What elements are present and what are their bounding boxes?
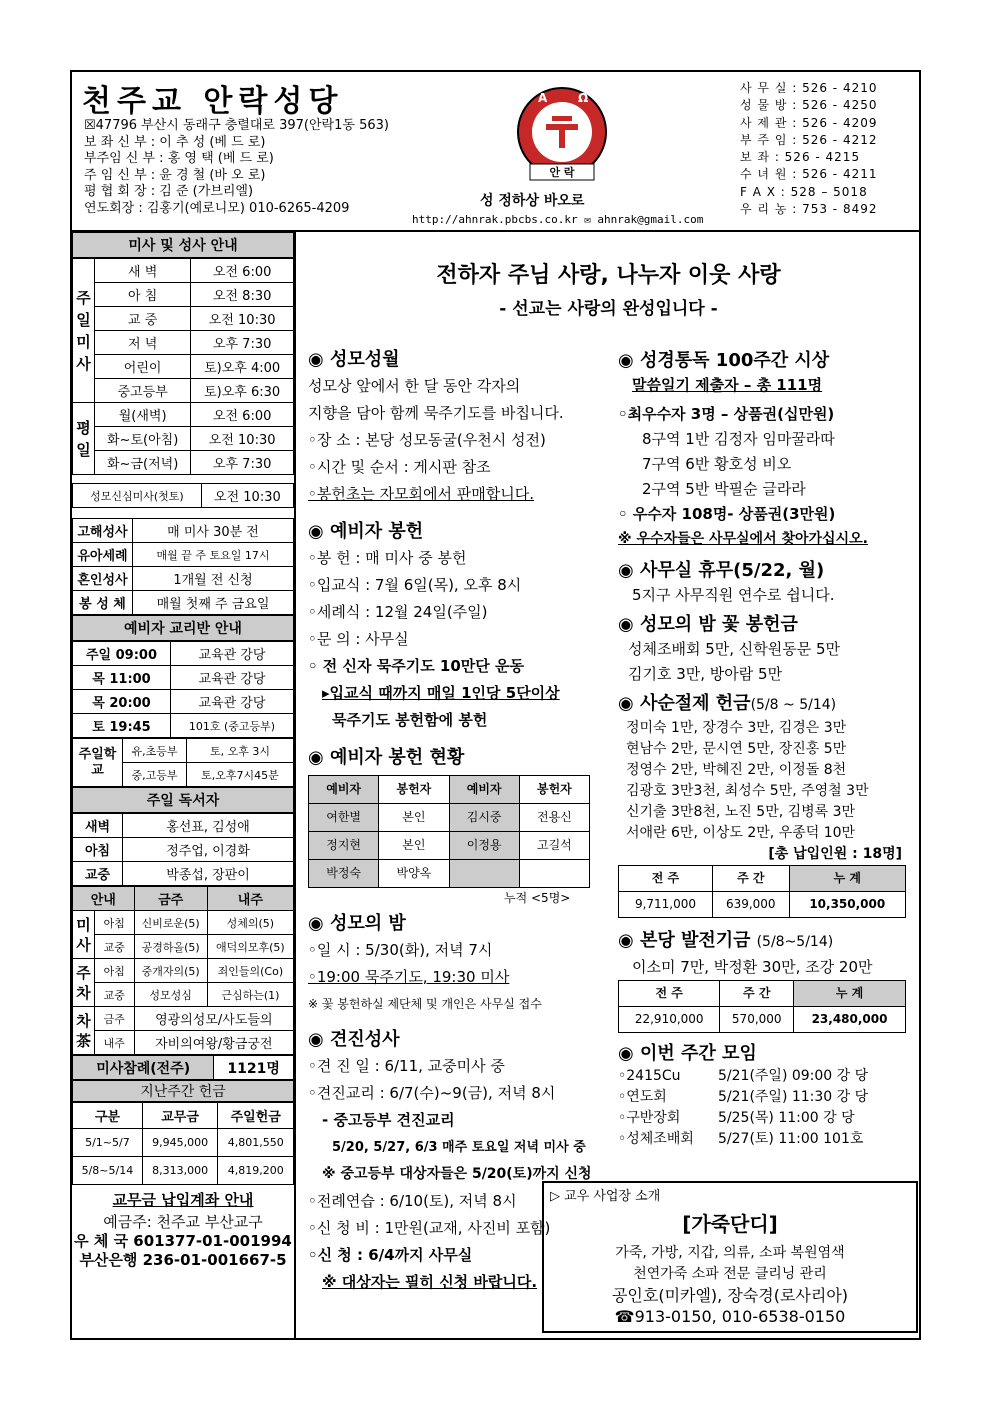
text-line: ※ 대상자는 필히 신청 바랍니다.	[322, 1273, 538, 1291]
offering-title: 지난주간 헌금	[72, 1080, 294, 1102]
ad-line: 공인호(미카엘), 장숙경(로사리아)	[611, 1286, 849, 1305]
section-title: ◉ 예비자 봉헌	[308, 521, 424, 542]
sacrament-info: 1개월 전 신청	[133, 567, 294, 591]
offering-period: 5/1~5/7	[73, 1129, 143, 1157]
text-line: ◦신 청 : 6/4까지 사무실	[308, 1246, 473, 1264]
lent-total-table	[618, 865, 906, 918]
status-header: 봉헌자	[379, 776, 449, 804]
sacrament-name: 유아세례	[73, 543, 133, 567]
main-right-column	[618, 342, 914, 1150]
guide-slot: 아침	[95, 959, 135, 983]
total-header: 전 주	[619, 981, 720, 1007]
mass-name: 화~토(아침)	[95, 427, 191, 451]
status-cell: 여한별	[309, 804, 379, 832]
patron-saint: 성 정하상 바오로	[480, 193, 585, 209]
guide-this-week: 공경하올(5)	[134, 935, 207, 959]
class-time: 주일 09:00	[73, 642, 171, 666]
heart-mass-table	[72, 483, 294, 508]
fund-total-table	[618, 980, 906, 1033]
school-label: 주일학교	[73, 739, 123, 787]
catechism-title: 예비자 교리반 안내	[72, 615, 294, 641]
lent-donors	[618, 718, 914, 865]
text-line: ◦견진교리 : 6/7(수)~9(금), 저녁 8시	[308, 1084, 556, 1102]
status-cell: 이정용	[449, 832, 519, 860]
text-line: 서애란 6만, 이상도 2만, 우종덕 10만	[626, 825, 856, 841]
offering-header: 교무금	[142, 1103, 218, 1129]
text-line: ※ 중고등부 대상자들은 5/20(토)까지 신청	[322, 1166, 592, 1182]
phone-line: 사 제 관 : 526 - 4209	[740, 115, 878, 130]
text-line: ◦입교식 : 7월 6일(목), 오후 8시	[308, 576, 522, 594]
attendance-table	[72, 1055, 294, 1080]
sunday-label: 주일미사	[73, 259, 95, 403]
text-line: ◦ 우수자 108명- 상품권(3만원)	[618, 505, 836, 523]
section-title: ◉ 견진성사	[308, 1029, 400, 1050]
church-title: 천주교 안락성당	[82, 84, 344, 119]
meeting-time: 5/21(주일) 09:00 강 당	[718, 1068, 869, 1084]
meeting-time: 5/27(토) 11:00 101호	[718, 1131, 864, 1147]
status-note: 누적 <5명>	[504, 891, 571, 905]
text-line: 김광호 3만3천, 최성수 5만, 주영철 3만	[626, 783, 869, 799]
account-line: 우 체 국 601377-01-001994	[74, 1232, 292, 1250]
attendance-label: 미사참례(전주)	[73, 1056, 214, 1080]
church-logo-icon	[508, 80, 616, 188]
mass-time: 오후 7:30	[191, 331, 294, 355]
total-header: 누 계	[794, 981, 906, 1007]
sunday-school-table	[72, 738, 294, 787]
section-title: ◉ 성모의 밤	[308, 913, 406, 934]
sacrament-info: 매월 끝 주 토요일 17시	[133, 543, 294, 567]
text-line: ◦ 전 신자 묵주기도 10만단 운동	[308, 657, 524, 675]
sunday-mass-table	[72, 258, 294, 475]
status-header: 예비자	[449, 776, 519, 804]
address-line: 연도회장 : 김홍기(예로니모) 010-6265-4209	[84, 200, 350, 216]
text-line: ◦최우수자 3명 – 상품권(십만원)	[618, 405, 835, 423]
address-line: 평 협 회 장 : 김 준 (가브리엘)	[84, 184, 254, 199]
class-time: 토 19:45	[73, 714, 171, 738]
class-place: 교육관 강당	[171, 642, 294, 666]
section-title: ◉ 본당 발전기금	[618, 930, 751, 951]
text-line: ◦시간 및 순서 : 게시판 참조	[308, 458, 491, 476]
text-line: ※ 꽃 봉헌하실 제단체 및 개인은 사무실 접수	[308, 997, 542, 1011]
mass-time: 오전 6:00	[191, 259, 294, 283]
address-line: 보 좌 신 부 : 이 추 성 (베 드 로)	[84, 134, 266, 150]
address-line: 부주임 신 부 : 홍 영 택 (베 드 로)	[84, 151, 274, 166]
meeting-name: ◦2415Cu	[618, 1068, 681, 1084]
account-title: 교무금 납입계좌 안내	[112, 1191, 254, 1209]
reader-mass: 교중	[73, 862, 123, 886]
text-line: ◦전례연습 : 6/10(토), 저녁 8시	[308, 1192, 517, 1210]
class-place: 101호 (중고등부)	[171, 714, 294, 738]
text-line: 현남수 2만, 문시연 5만, 장진홍 5만	[626, 741, 847, 757]
account-info	[72, 1213, 294, 1270]
text-line: 5/20, 5/27, 6/3 매주 토요일 저녁 미사 중	[332, 1140, 586, 1155]
total-header: 주 간	[712, 866, 789, 892]
status-cell: 박양옥	[379, 860, 449, 888]
sacrament-name: 혼인성사	[73, 567, 133, 591]
offering-dues: 8,313,000	[142, 1157, 218, 1185]
offering-table	[72, 1102, 294, 1185]
mass-time: 오전 10:30	[201, 484, 293, 508]
logo-text: 안 락	[549, 166, 575, 179]
guide-header: 안내	[73, 887, 135, 911]
text-line: ◦일 시 : 5/30(화), 저녁 7시	[308, 941, 493, 959]
guide-this-week: 신비로운(5)	[134, 911, 207, 935]
offering-sunday: 4,819,200	[218, 1157, 294, 1185]
text-line: 7구역 6반 황호성 비오	[642, 455, 792, 473]
attendance-value: 1121명	[214, 1056, 294, 1080]
text-line: 2구역 5반 박필순 글라라	[642, 480, 806, 498]
guide-car-label: 주차	[73, 959, 95, 1007]
guide-slot: 아침	[95, 911, 135, 935]
mass-name: 어린이	[95, 355, 191, 379]
ad-title: [가죽단디]	[682, 1212, 778, 1236]
text-line: ◦문 의 : 사무실	[308, 630, 409, 648]
phone-line: 보 좌 : 526 - 4215	[740, 150, 861, 165]
text-line: 지향을 담아 함께 묵주기도를 바칩니다.	[308, 404, 564, 422]
status-header: 봉헌자	[519, 776, 589, 804]
school-time: 토,오후7시45분	[186, 763, 293, 787]
mass-name: 중고등부	[95, 379, 191, 403]
omega-letter: Ω	[578, 91, 589, 105]
reader-names: 박종섭, 장판이	[123, 862, 294, 886]
phone-line: F A X : 528 – 5018	[740, 184, 868, 199]
sacrament-info: 매월 첫째 주 금요일	[133, 591, 294, 615]
mass-name: 월(새벽)	[95, 403, 191, 427]
text-line: 성모상 앞에서 한 달 동안 각자의	[308, 377, 521, 395]
reader-names: 홍선표, 김성애	[123, 814, 294, 838]
ad-line: 가죽, 가방, 지갑, 의류, 소파 복원염색	[615, 1245, 845, 1261]
guide-tea-value: 영광의성모/사도들의	[134, 1007, 293, 1031]
guide-slot: 내주	[95, 1031, 135, 1055]
section-title: ◉ 사순절제 헌금	[618, 693, 751, 714]
total-value: 639,000	[712, 892, 789, 918]
total-value: 23,480,000	[794, 1007, 906, 1033]
text-line: ◦봉 헌 : 매 미사 중 봉헌	[308, 549, 467, 567]
offering-sunday: 4,801,550	[218, 1129, 294, 1157]
mass-time: 오전 6:00	[191, 403, 294, 427]
account-line: 부산은행 236-01-001667-5	[79, 1251, 287, 1269]
meeting-name: ◦성체조배회	[618, 1131, 694, 1147]
text-line: ▸입교식 때까지 매일 1인당 5단이상	[322, 684, 560, 702]
offering-header: 주일헌금	[218, 1103, 294, 1129]
sacrament-table	[72, 518, 294, 615]
offering-period: 5/8~5/14	[73, 1157, 143, 1185]
section-title: ◉ 사무실 휴무(5/22, 월)	[618, 560, 825, 581]
mass-name: 교 중	[95, 307, 191, 331]
phone-line: 우 리 농 : 753 - 8492	[740, 202, 878, 217]
phone-line: 수 녀 원 : 526 - 4211	[740, 167, 878, 182]
section-title: ◉ 이번 주간 모임	[618, 1043, 757, 1064]
total-header: 주 간	[720, 981, 794, 1007]
left-sidebar	[72, 232, 296, 1338]
guide-next-week: 애덕의모후(5)	[207, 935, 293, 959]
guide-this-week: 중개자의(5)	[134, 959, 207, 983]
total-value: 10,350,000	[789, 892, 905, 918]
catechism-table	[72, 641, 294, 738]
guide-this-week: 성모성심	[134, 983, 207, 1007]
class-place: 교육관 강당	[171, 666, 294, 690]
section-title: ◉ 성모성월	[308, 349, 400, 370]
total-value: 570,000	[720, 1007, 794, 1033]
guide-header: 내주	[207, 887, 293, 911]
text-line: 신기출 3만8천, 노진 5만, 김병록 3만	[626, 804, 856, 820]
weekday-label: 평일	[73, 403, 95, 475]
status-cell: 박정숙	[309, 860, 379, 888]
readers-title: 주일 독서자	[72, 787, 294, 813]
meeting-time: 5/21(주일) 11:30 강 당	[718, 1089, 869, 1105]
mass-time: 토)오후 4:00	[191, 355, 294, 379]
school-time: 토, 오후 3시	[186, 739, 293, 763]
mass-time: 토)오후 6:30	[191, 379, 294, 403]
main-left-column	[308, 340, 608, 1296]
status-header: 예비자	[309, 776, 379, 804]
text-line: ◦신 청 비 : 1만원(교재, 사진비 포함)	[308, 1219, 551, 1237]
phone-line: 성 물 방 : 526 - 4250	[740, 98, 878, 113]
text-line: 정영수 2만, 박혜진 2만, 이정돌 8천	[626, 762, 847, 778]
guide-tea-value: 자비의여왕/황금궁전	[134, 1031, 293, 1055]
guide-next-week: 성체의(5)	[207, 911, 293, 935]
guide-next-week: 죄인들의(Co)	[207, 959, 293, 983]
header	[72, 72, 919, 232]
address-block	[84, 118, 389, 217]
meeting-time: 5/25(목) 11:00 강 당	[718, 1110, 855, 1126]
mass-time: 오전 8:30	[191, 283, 294, 307]
meeting-name: ◦구반장회	[618, 1110, 681, 1126]
mass-time: 오전 10:30	[191, 307, 294, 331]
sacrament-name: 고해성사	[73, 519, 133, 543]
phone-line: 사 무 실 : 526 - 4210	[740, 81, 878, 95]
mass-name: 성모신심미사(첫토)	[73, 484, 202, 508]
reader-mass: 새벽	[73, 814, 123, 838]
text-line: 말씀일기 제출자 – 총 111명	[632, 376, 823, 394]
guide-header: 금주	[134, 887, 207, 911]
class-time: 목 20:00	[73, 690, 171, 714]
guide-mass-label: 미사	[73, 911, 95, 959]
mass-time: 오후 7:30	[191, 451, 294, 475]
lent-period: (5/8 ~ 5/14)	[750, 697, 837, 713]
address-line: 주 임 신 부 : 윤 경 철 (바 오 로)	[84, 167, 266, 183]
class-time: 목 11:00	[73, 666, 171, 690]
status-cell	[449, 860, 519, 888]
guide-next-week: 근심하는(1)	[207, 983, 293, 1007]
mass-schedule-title: 미사 및 성사 안내	[72, 232, 294, 258]
web-email[interactable]: http://ahnrak.pbcbs.co.kr ✉ ahnrak@gmail.com	[412, 213, 704, 226]
business-ad-box	[542, 1181, 918, 1333]
status-cell: 전용신	[519, 804, 589, 832]
text-line: ◦세례식 : 12월 24일(주일)	[308, 603, 488, 621]
mass-name: 화~금(저녁)	[95, 451, 191, 475]
status-cell: 본인	[379, 804, 449, 832]
text-line: ◦봉헌초는 자모회에서 판매합니다.	[308, 485, 535, 503]
text-line: ◦장 소 : 본당 성모동굴(우천시 성전)	[308, 431, 546, 449]
guide-slot: 금주	[95, 1007, 135, 1031]
status-cell: 본인	[379, 832, 449, 860]
text-line: ※ 우수자들은 사무실에서 찾아가십시오.	[618, 531, 868, 547]
headline: 전하자 주님 사랑, 나누자 이웃 사랑	[436, 263, 781, 288]
ad-line: ☎913-0150, 010-6538-0150	[614, 1307, 846, 1326]
section-title: ◉ 성모의 밤 꽃 봉헌금	[618, 614, 798, 635]
ad-line: 천연가죽 소파 전문 클리닝 관리	[633, 1266, 827, 1282]
status-cell	[519, 860, 589, 888]
phone-list	[740, 80, 877, 218]
text-line: ◦19:00 묵주기도, 19:30 미사	[308, 968, 510, 986]
address-line: ☒47796 부산시 동래구 충렬대로 397(안락1동 563)	[84, 118, 389, 133]
bulletin-frame	[70, 70, 921, 1340]
guide-table	[72, 886, 294, 1055]
guide-slot: 교중	[95, 983, 135, 1007]
fund-period: (5/8~5/14)	[756, 934, 834, 950]
class-place: 교육관 강당	[171, 690, 294, 714]
mass-name: 새 벽	[95, 259, 191, 283]
meeting-list	[618, 1066, 914, 1150]
text-line: [총 납입인원 : 18명]	[768, 846, 902, 862]
status-cell: 정지현	[309, 832, 379, 860]
text-line: 묵주기도 봉헌함에 봉헌	[332, 711, 488, 729]
mass-name: 저 녁	[95, 331, 191, 355]
ad-label: ▷ 교우 사업장 소개	[550, 1189, 661, 1204]
main-content	[298, 232, 919, 1338]
readers-table	[72, 813, 294, 886]
text-line: 정미숙 1만, 장경수 3만, 김경은 3만	[626, 720, 847, 736]
sacrament-name: 봉 성 체	[73, 591, 133, 615]
status-cell: 김시중	[449, 804, 519, 832]
guide-tea-label: 차茶	[73, 1007, 95, 1055]
section-title: ◉ 예비자 봉헌 현황	[308, 747, 465, 768]
offering-header: 구분	[73, 1103, 143, 1129]
offering-dues: 9,945,000	[142, 1129, 218, 1157]
sacrament-info: 매 미사 30분 전	[133, 519, 294, 543]
reader-mass: 아침	[73, 838, 123, 862]
status-cell: 고길석	[519, 832, 589, 860]
ad-body	[544, 1243, 916, 1327]
total-header: 누 계	[789, 866, 905, 892]
school-group: 중,고등부	[123, 763, 187, 787]
reader-names: 정주업, 이경화	[123, 838, 294, 862]
total-header: 전 주	[619, 866, 713, 892]
phone-line: 부 주 임 : 526 - 4212	[740, 132, 878, 147]
text-line: 이소미 7만, 박정환 30만, 조강 20만	[632, 958, 873, 976]
school-group: 유,초등부	[123, 739, 187, 763]
alpha-letter: A	[538, 91, 548, 105]
text-line: ◦견 진 일 : 6/11, 교중미사 중	[308, 1057, 505, 1075]
mass-time: 오전 10:30	[191, 427, 294, 451]
subheadline: - 선교는 사랑의 완성입니다 -	[499, 299, 718, 319]
text-line: 김기호 3만, 방아람 5만	[628, 665, 783, 683]
account-line: 예금주: 천주교 부산교구	[103, 1213, 263, 1231]
total-value: 9,711,000	[619, 892, 713, 918]
text-line: - 중고등부 견진교리	[322, 1111, 455, 1129]
section-title: ◉ 성경통독 100주간 시상	[618, 350, 830, 371]
text-line: 5지구 사무직원 연수로 쉽니다.	[632, 586, 835, 604]
total-value: 22,910,000	[619, 1007, 720, 1033]
meeting-name: ◦연도회	[618, 1089, 667, 1105]
text-line: 성체조배회 5만, 신학원동문 5만	[628, 640, 841, 658]
guide-slot: 교중	[95, 935, 135, 959]
catechumen-status-table	[308, 775, 590, 888]
text-line: 8구역 1반 김정자 임마꿀라따	[642, 430, 835, 448]
mass-name: 아 침	[95, 283, 191, 307]
